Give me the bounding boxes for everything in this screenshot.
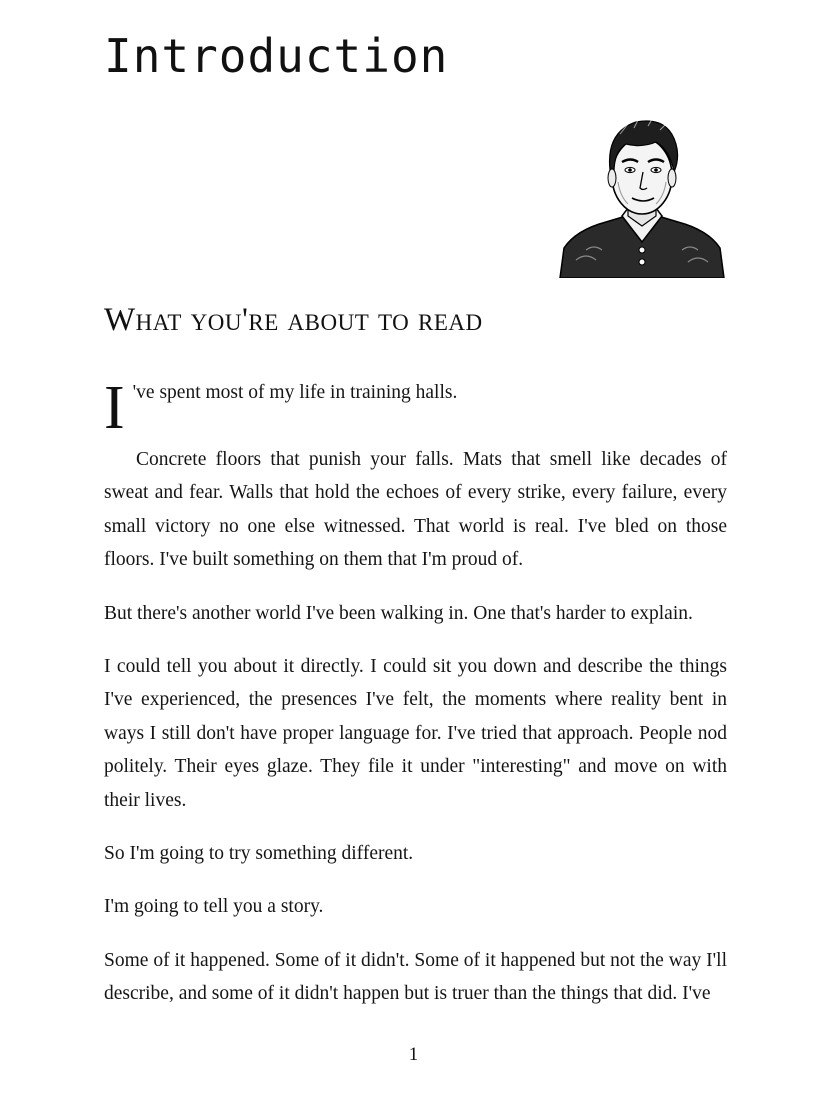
paragraph: Some of it happened. Some of it didn't. Some of it happened but not the way I'll describe, and some of it didn't happen but is truer than the things that did. I've xyxy=(104,949,727,1005)
paragraph: Concrete floors that punish your falls. Mats that smell like decades of sweat and fear. Walls that hold the echoes of every strike, every failure, every small victory no one else witnessed. That world is real. I've bled on those floors. I've built something on them that I'm proud of. xyxy=(104,449,727,571)
page-number: 1 xyxy=(408,1044,419,1065)
drop-cap: I xyxy=(104,374,125,442)
section-heading: What you're about to read xyxy=(104,302,483,338)
paragraph: I could tell you about it directly. I could sit you down and describe the things I've experienced, the presences I've felt, the moments where reality bent in ways I still don't have proper language for. I've tried that approach. People nod politely. Their eyes glaze. They file it under "interesting" and move on with their lives. xyxy=(104,656,727,811)
paragraph: But there's another world I've been walking in. One that's harder to explain. xyxy=(104,602,693,624)
author-portrait-illustration xyxy=(556,110,728,278)
opening-paragraph xyxy=(104,376,727,443)
paragraph: So I'm going to try something different. xyxy=(104,843,414,865)
chapter-title: Introduction xyxy=(104,29,449,83)
body-text xyxy=(104,376,727,1031)
paragraph: I'm going to tell you a story. xyxy=(104,896,324,918)
opening-paragraph-text: 've spent most of my life in training halls. xyxy=(132,382,458,403)
